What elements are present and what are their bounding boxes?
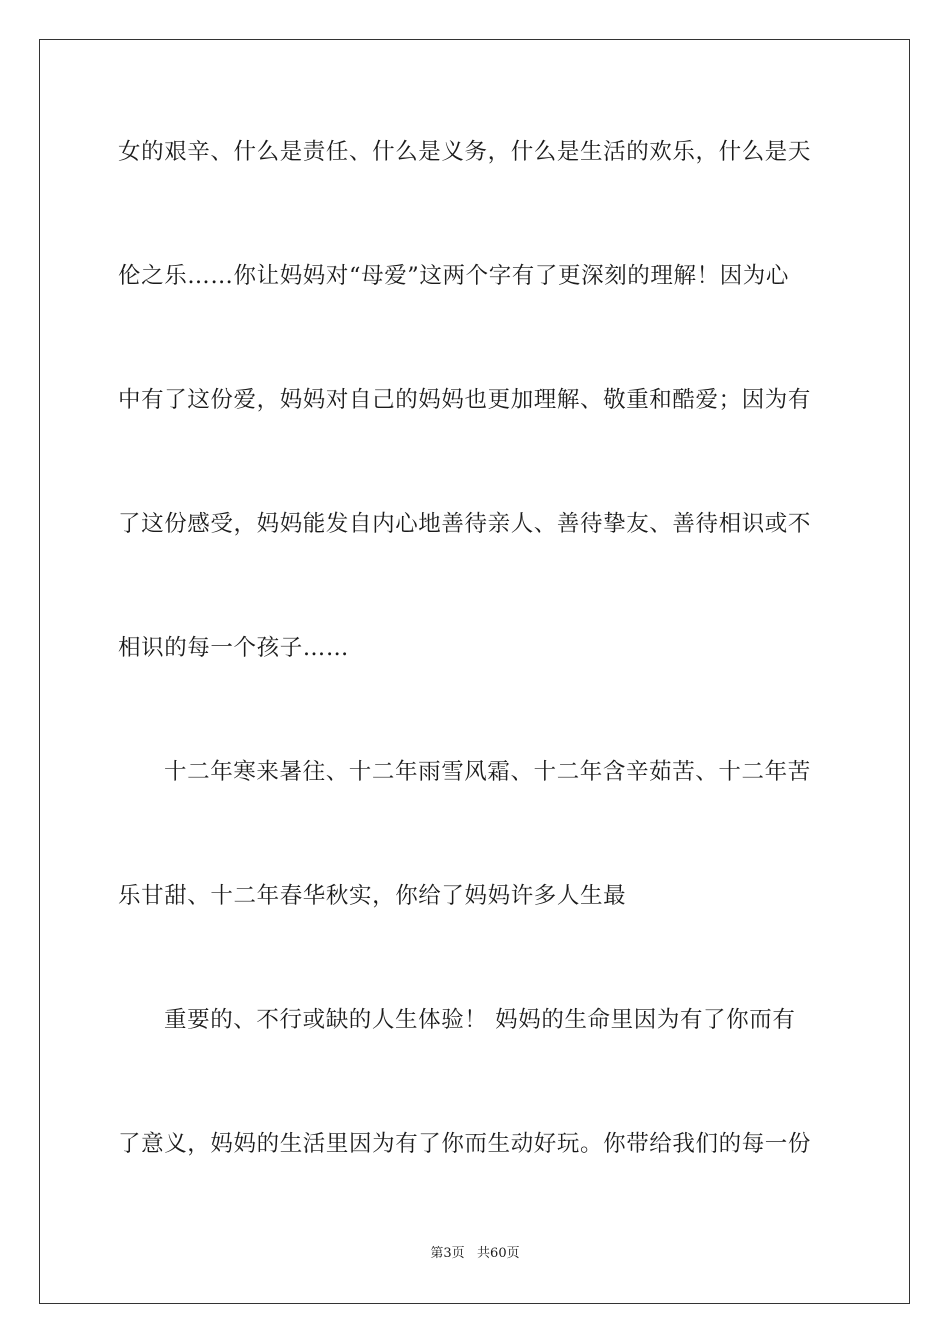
paragraph-line: 中有了这份爱，妈妈对自己的妈妈也更加理解、敬重和酷爱；因为有: [118, 387, 812, 413]
paragraph-line: 了意义，妈妈的生活里因为有了你而生动好玩。你带给我们的每一份: [118, 1131, 812, 1157]
page-number-footer: 第3页 共60页: [430, 1246, 520, 1261]
paragraph-line: 伦之乐……你让妈妈对“母爱”这两个字有了更深刻的理解！因为心: [118, 263, 790, 289]
paragraph-line: 十二年寒来暑往、十二年雨雪风霜、十二年含辛茹苦、十二年苦: [164, 759, 811, 785]
paragraph-line: 女的艰辛、什么是责任、什么是义务，什么是生活的欢乐，什么是天: [118, 139, 812, 165]
paragraph-line: 乐甘甜、十二年春华秋实，你给了妈妈许多人生最: [118, 883, 627, 909]
paragraph-line: 了这份感受，妈妈能发自内心地善待亲人、善待挚友、善待相识或不: [118, 511, 812, 537]
paragraph-line: 重要的、不行或缺的人生体验！ 妈妈的生命里因为有了你而有: [164, 1007, 796, 1033]
paragraph-line: 相识的每一个孩子……: [118, 635, 350, 661]
page-border: [39, 39, 910, 1304]
